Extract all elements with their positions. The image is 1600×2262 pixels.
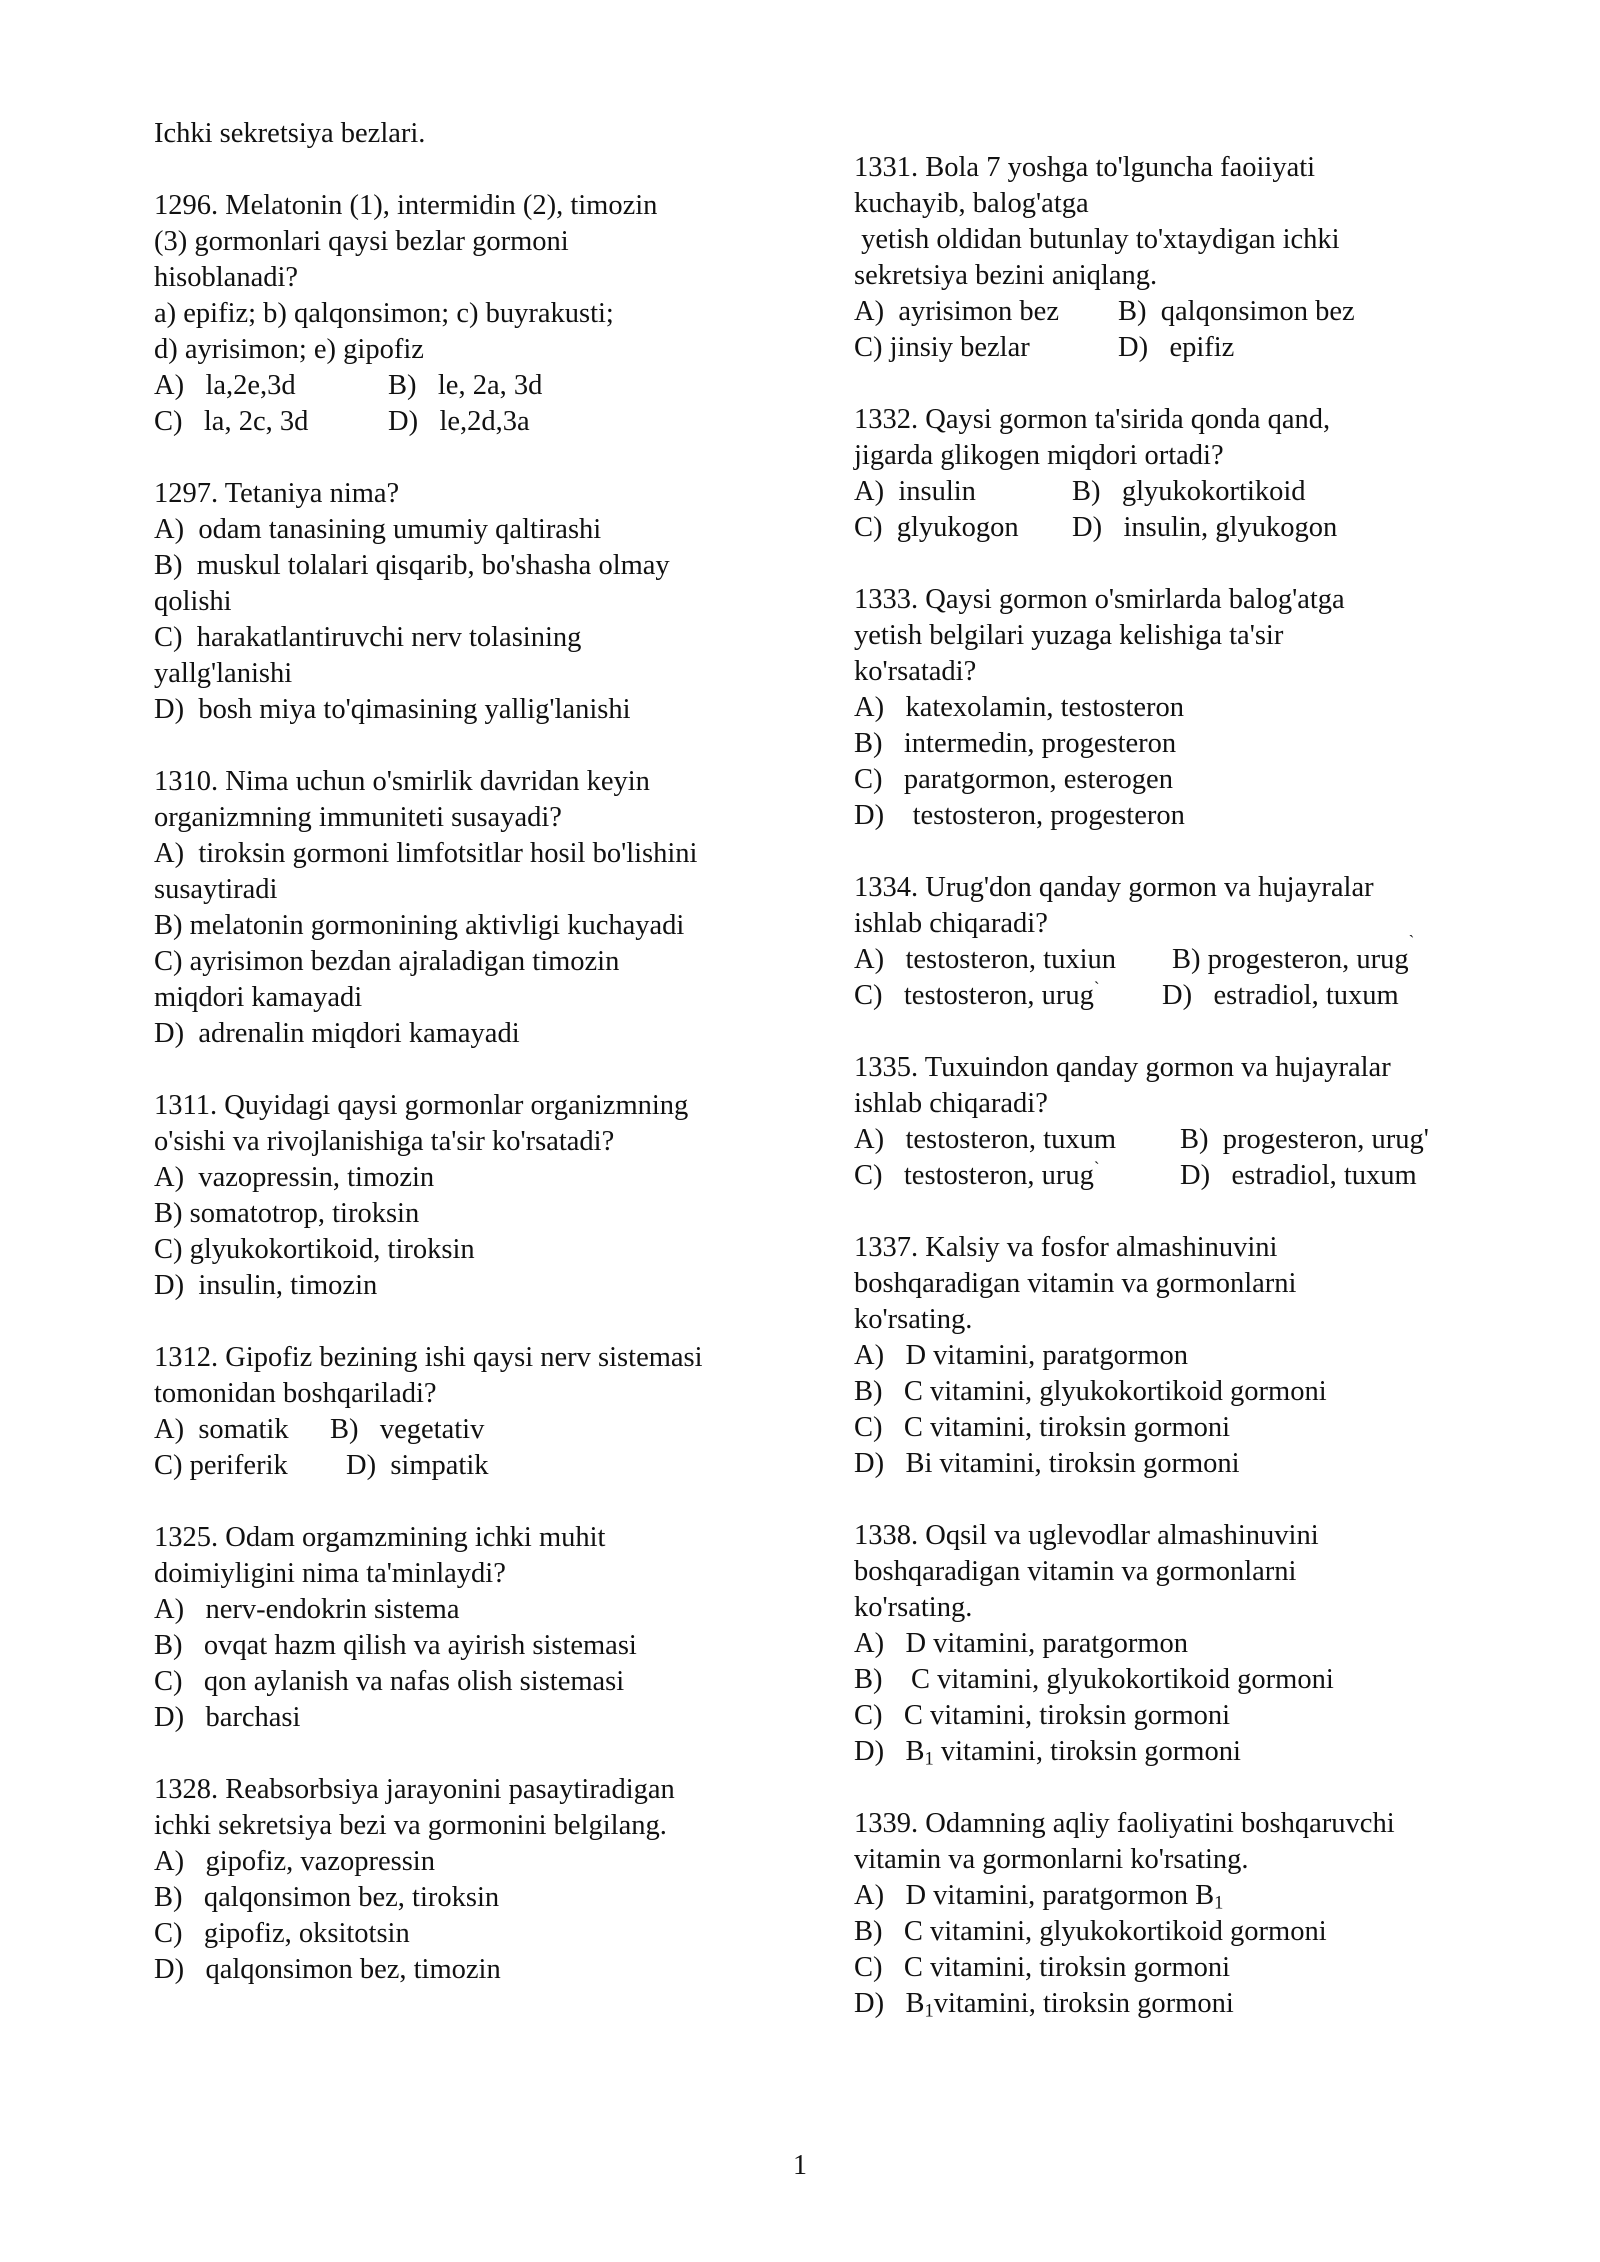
option-line: D) adrenalin miqdori kamayadi xyxy=(154,1018,520,1049)
option-a: A) ayrisimon bez xyxy=(854,296,1059,327)
option-d-prefix: D) B xyxy=(854,1736,925,1767)
option-line: C) C vitamini, tiroksin gormoni xyxy=(854,1952,1231,1983)
question-text-line: boshqaradigan vitamin va gormonlarni xyxy=(854,1268,1297,1299)
question-text-line: ko'rsatadi? xyxy=(854,656,977,687)
option-row xyxy=(154,1448,764,1484)
question-text-line: d) ayrisimon; e) gipofiz xyxy=(154,334,424,365)
question-text-line: 1334. Urug'don qanday gormon va hujayralar xyxy=(854,872,1374,903)
question-1338 xyxy=(854,1518,1494,1770)
option-d: D) le,2d,3a xyxy=(388,406,530,437)
right-column xyxy=(854,150,1494,2058)
question-text-line: 1339. Odamning aqliy faoliyatini boshqaruvchi xyxy=(854,1808,1395,1839)
option-line: A) katexolamin, testosteron xyxy=(854,692,1185,723)
question-1297 xyxy=(154,476,764,728)
question-text-line: ko'rsating. xyxy=(854,1592,973,1623)
question-text-line: kuchayib, balog'atga xyxy=(854,188,1089,219)
option-line: susaytiradi xyxy=(154,874,278,905)
question-text-line: ichki sekretsiya bezi va gormonini belgilang. xyxy=(154,1810,667,1841)
question-text-line: 1296. Melatonin (1), intermidin (2), timozin xyxy=(154,190,658,221)
option-line: B) intermedin, progesteron xyxy=(854,728,1177,759)
question-1337 xyxy=(854,1230,1494,1482)
option-line: B) muskul tolalari qisqarib, bo'shasha olmay xyxy=(154,550,670,581)
option-line: A) gipofiz, vazopressin xyxy=(154,1846,435,1877)
option-row xyxy=(854,932,1494,978)
question-text-line: 1338. Oqsil va uglevodlar almashinuvini xyxy=(854,1520,1319,1551)
option-d: D) simpatik xyxy=(346,1450,489,1481)
option-line: D) bosh miya to'qimasining yallig'lanishi xyxy=(154,694,631,725)
option-c-wrap xyxy=(854,1158,1180,1194)
option-b: B) progesteron, urug xyxy=(1172,944,1409,975)
page-heading: Ichki sekretsiya bezlari. xyxy=(154,118,426,149)
option-line: D) Bi vitamini, tiroksin gormoni xyxy=(854,1448,1240,1479)
question-text-line: 1297. Tetaniya nima? xyxy=(154,478,400,509)
option-line: C) qon aylanish va nafas olish sistemasi xyxy=(154,1666,625,1697)
question-1332 xyxy=(854,402,1494,546)
option-d-suffix: vitamini, tiroksin gormoni xyxy=(933,1988,1234,2019)
question-1325 xyxy=(154,1520,764,1736)
option-line: C) C vitamini, tiroksin gormoni xyxy=(854,1700,1231,1731)
option-c-wrap xyxy=(854,978,1162,1014)
option-a: A) la,2e,3d xyxy=(154,370,296,401)
option-b: B) le, 2a, 3d xyxy=(388,370,543,401)
option-line: D) insulin, timozin xyxy=(154,1270,378,1301)
question-1310 xyxy=(154,764,764,1052)
option-line: A) nerv-endokrin sistema xyxy=(154,1594,460,1625)
question-text-line: 1312. Gipofiz bezining ishi qaysi nerv sistemasi xyxy=(154,1342,703,1373)
option-line: B) C vitamini, glyukokortikoid gormoni xyxy=(854,1664,1334,1695)
option-line: B) qalqonsimon bez, tiroksin xyxy=(154,1882,500,1913)
option-row xyxy=(854,978,1494,1014)
tick-mark: ` xyxy=(1408,932,1415,951)
question-text-line: yetish belgilari yuzaga kelishiga ta'sir xyxy=(854,620,1284,651)
option-d-prefix: D) B xyxy=(854,1988,925,2019)
subscript: 1 xyxy=(1214,1892,1224,1914)
option-a: A) testosteron, tuxum xyxy=(854,1124,1117,1155)
question-text-line: tomonidan boshqariladi? xyxy=(154,1378,437,1409)
question-text-line: sekretsiya bezini aniqlang. xyxy=(854,260,1158,291)
question-text-line: doimiyligini nima ta'minlaydi? xyxy=(154,1558,506,1589)
question-text-line: jigarda glikogen miqdori ortadi? xyxy=(854,440,1224,471)
option-b: B) glyukokortikoid xyxy=(1072,476,1306,507)
question-1331 xyxy=(854,150,1494,366)
option-c: C) jinsiy bezlar xyxy=(854,332,1030,363)
option-line: B) ovqat hazm qilish va ayirish sistemasi xyxy=(154,1630,637,1661)
question-text-line: (3) gormonlari qaysi bezlar gormoni xyxy=(154,226,569,257)
question-text-line: 1310. Nima uchun o'smirlik davridan keyin xyxy=(154,766,650,797)
option-line: A) tiroksin gormoni limfotsitlar hosil bo'lishini xyxy=(154,838,698,869)
option-b: B) vegetativ xyxy=(330,1414,485,1445)
option-row xyxy=(154,404,764,440)
option-a: A) somatik xyxy=(154,1414,289,1445)
option-row xyxy=(154,1412,764,1448)
subscript: 1 xyxy=(924,2000,934,2022)
question-1328 xyxy=(154,1772,764,1988)
option-d: D) estradiol, tuxum xyxy=(1180,1160,1417,1191)
option-row xyxy=(854,294,1494,330)
option-line: C) glyukokortikoid, tiroksin xyxy=(154,1234,475,1265)
question-1296 xyxy=(154,188,764,440)
option-line: D) qalqonsimon bez, timozin xyxy=(154,1954,501,1985)
question-text-line: boshqaradigan vitamin va gormonlarni xyxy=(854,1556,1297,1587)
option-d-suffix: vitamini, tiroksin gormoni xyxy=(933,1736,1241,1767)
option-line: C) gipofiz, oksitotsin xyxy=(154,1918,410,1949)
question-text-line: ko'rsating. xyxy=(854,1304,973,1335)
option-line: C) C vitamini, tiroksin gormoni xyxy=(854,1412,1231,1443)
option-line: qolishi xyxy=(154,586,232,617)
option-d: D) epifiz xyxy=(1118,332,1235,363)
question-text-line: 1325. Odam orgamzmining ichki muhit xyxy=(154,1522,606,1553)
option-line: A) D vitamini, paratgormon xyxy=(854,1340,1189,1371)
question-text-line: yetish oldidan butunlay to'xtaydigan ichki xyxy=(854,224,1340,255)
question-text-line: o'sishi va rivojlanishiga ta'sir ko'rsatadi? xyxy=(154,1126,615,1157)
question-text-line: 1337. Kalsiy va fosfor almashinuvini xyxy=(854,1232,1278,1263)
tick-mark: ` xyxy=(1093,1158,1100,1178)
question-text-line: 1331. Bola 7 yoshga to'lguncha faoiiyati xyxy=(854,152,1316,183)
option-line: D) barchasi xyxy=(154,1702,301,1733)
option-b: B) progesteron, urug' xyxy=(1180,1124,1429,1155)
option-line xyxy=(854,1734,1494,1770)
option-line xyxy=(854,1986,1494,2022)
question-text-line: 1332. Qaysi gormon ta'sirida qonda qand, xyxy=(854,404,1331,435)
page-number: 1 xyxy=(793,2150,807,2181)
option-row xyxy=(854,1122,1494,1158)
option-a: A) insulin xyxy=(854,476,976,507)
option-line: C) paratgormon, esterogen xyxy=(854,764,1173,795)
option-row xyxy=(854,1158,1494,1194)
option-line: yallg'lanishi xyxy=(154,658,293,689)
question-1334 xyxy=(854,870,1494,1014)
tick-mark: ` xyxy=(1093,978,1100,998)
option-c: C) testosteron, urug xyxy=(854,1160,1094,1191)
option-b: B) qalqonsimon bez xyxy=(1118,296,1355,327)
option-line: A) odam tanasining umumiy qaltirashi xyxy=(154,514,602,545)
option-row xyxy=(854,474,1494,510)
question-1339 xyxy=(854,1806,1494,2022)
question-text-line: hisoblanadi? xyxy=(154,262,299,293)
option-a-prefix: A) D vitamini, paratgormon B xyxy=(854,1880,1215,1911)
left-column xyxy=(154,116,764,2024)
question-1335 xyxy=(854,1050,1494,1194)
question-1333 xyxy=(854,582,1494,834)
option-d: D) estradiol, tuxum xyxy=(1162,980,1399,1011)
option-row xyxy=(854,510,1494,546)
option-line: B) somatotrop, tiroksin xyxy=(154,1198,420,1229)
option-c: C) la, 2c, 3d xyxy=(154,406,309,437)
question-1312 xyxy=(154,1340,764,1484)
question-text-line: a) epifiz; b) qalqonsimon; c) buyrakusti; xyxy=(154,298,614,329)
option-line: A) D vitamini, paratgormon xyxy=(854,1628,1189,1659)
option-line: B) C vitamini, glyukokortikoid gormoni xyxy=(854,1916,1327,1947)
question-1311 xyxy=(154,1088,764,1304)
option-row xyxy=(154,368,764,404)
option-line: C) harakatlantiruvchi nerv tolasining xyxy=(154,622,582,653)
question-text-line: 1333. Qaysi gormon o'smirlarda balog'atga xyxy=(854,584,1345,615)
subscript: 1 xyxy=(924,1748,934,1770)
option-line: B) C vitamini, glyukokortikoid gormoni xyxy=(854,1376,1327,1407)
option-line: miqdori kamayadi xyxy=(154,982,363,1013)
question-text-line: ishlab chiqaradi? xyxy=(854,908,1048,939)
question-text-line: organizmning immuniteti susayadi? xyxy=(154,802,562,833)
option-line: A) vazopressin, timozin xyxy=(154,1162,435,1193)
option-line: C) ayrisimon bezdan ajraladigan timozin xyxy=(154,946,620,977)
option-row xyxy=(854,330,1494,366)
option-line xyxy=(854,1878,1494,1914)
option-d: D) insulin, glyukogon xyxy=(1072,512,1338,543)
question-text-line: vitamin va gormonlarni ko'rsating. xyxy=(854,1844,1249,1875)
question-text-line: 1328. Reabsorbsiya jarayonini pasaytiradigan xyxy=(154,1774,675,1805)
option-a: A) testosteron, tuxiun xyxy=(854,944,1117,975)
option-line: B) melatonin gormonining aktivligi kuchayadi xyxy=(154,910,685,941)
question-text-line: ishlab chiqaradi? xyxy=(854,1088,1048,1119)
option-c: C) periferik xyxy=(154,1450,288,1481)
option-line: D) testosteron, progesteron xyxy=(854,800,1185,831)
option-c: C) testosteron, urug xyxy=(854,980,1094,1011)
question-text-line: 1311. Quyidagi qaysi gormonlar organizmning xyxy=(154,1090,689,1121)
question-text-line: 1335. Tuxuindon qanday gormon va hujayralar xyxy=(854,1052,1391,1083)
option-c: C) glyukogon xyxy=(854,512,1019,543)
